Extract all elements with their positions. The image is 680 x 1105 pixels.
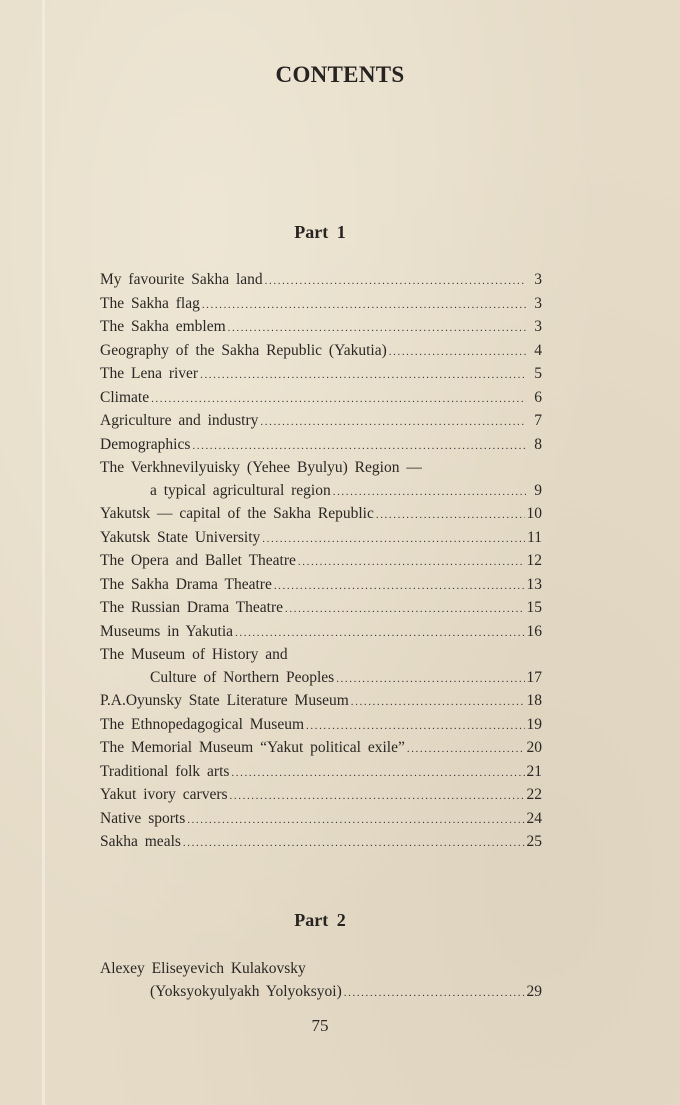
toc-entry-title: The Sakha Drama Theatre [100, 575, 272, 593]
dot-leader [407, 738, 525, 761]
toc-entry[interactable] [100, 597, 542, 621]
toc-entry-title: Traditional folk arts [100, 762, 230, 780]
toc-entry[interactable] [100, 621, 542, 645]
toc-entry-page-number: 3 [534, 294, 542, 312]
dot-leader [187, 809, 524, 832]
dot-leader [306, 715, 524, 738]
toc-entry-page-number: 12 [526, 552, 542, 569]
part-2-heading: Part 2 [294, 910, 346, 930]
dot-leader [389, 341, 526, 364]
toc-entry-title: Museums in Yakutia [100, 622, 234, 640]
toc-entry-row [100, 737, 542, 761]
dot-leader [336, 668, 524, 691]
toc-entry[interactable] [100, 831, 542, 855]
toc-entry-row [100, 503, 542, 527]
toc-entry-title: Native sports [100, 809, 186, 827]
toc-entry[interactable] [100, 293, 542, 317]
toc-entry-page-number: 29 [526, 982, 542, 1000]
toc-entry-page-number: 5 [534, 365, 542, 382]
toc-entry[interactable] [100, 340, 542, 364]
toc-entry-page-number: 17 [526, 668, 542, 686]
toc-entry-row [100, 269, 542, 293]
toc-entry-page-number: 18 [526, 692, 542, 709]
toc-entry[interactable] [100, 784, 542, 808]
toc-entry-page-number: 20 [526, 739, 542, 756]
dot-leader [298, 551, 525, 574]
dot-leader [228, 317, 526, 340]
toc-entry-title: The Russian Drama Theatre [100, 599, 284, 616]
toc-entry-row [100, 761, 542, 785]
toc-entry[interactable] [100, 457, 542, 503]
page-number: 75 [311, 1016, 329, 1035]
toc-entry[interactable] [100, 434, 542, 458]
toc-entry[interactable] [100, 387, 542, 411]
toc-entry-page-number: 7 [534, 412, 542, 429]
toc-entry-row [100, 831, 542, 855]
toc-entry-page-number: 4 [534, 341, 542, 359]
page-fold-line [42, 0, 45, 1105]
toc-entry-title: Geography of the Sakha Republic (Yakutia) [100, 341, 387, 359]
dot-leader [285, 598, 524, 621]
dot-leader [230, 785, 525, 808]
toc-entry-row [100, 480, 542, 504]
page-title: CONTENTS [275, 62, 405, 87]
toc-entry[interactable] [100, 737, 542, 761]
toc-entry-page-number: 19 [526, 715, 542, 733]
dot-leader [200, 364, 526, 387]
dot-leader [151, 388, 526, 411]
toc-entry-row [100, 808, 542, 832]
toc-entry-row [100, 597, 542, 621]
toc-entry[interactable] [100, 644, 542, 690]
toc-entry-title: The Sakha flag [100, 294, 200, 312]
toc-entry-title: The Ethnopedagogical Museum [100, 715, 305, 733]
toc-entry-page-number: 24 [526, 809, 542, 827]
toc-entry-page-number: 8 [534, 435, 542, 453]
toc-entry[interactable] [100, 269, 542, 293]
toc-entry-page-number: 6 [534, 388, 542, 406]
toc-entry-page-number: 15 [526, 599, 542, 616]
toc-entry-title: My favourite Sakha land [100, 271, 263, 288]
toc-entry[interactable] [100, 410, 542, 434]
toc-entry-title: Culture of Northern Peoples [150, 668, 335, 686]
toc-entry-row [100, 981, 542, 1005]
toc-entry-title: The Lena river [100, 365, 199, 382]
dot-leader [333, 481, 526, 504]
toc-entry-row [100, 293, 542, 317]
toc-entry-title: a typical agricultural region [150, 481, 331, 499]
toc-entry-title: Yakutsk State University [100, 528, 261, 546]
part-1-heading: Part 1 [294, 222, 346, 242]
dot-leader [262, 528, 525, 551]
part-2-toc [100, 958, 542, 1004]
toc-entry-row [100, 784, 542, 808]
dot-leader [231, 762, 524, 785]
dot-leader [376, 504, 525, 527]
toc-entry-row [100, 316, 542, 340]
toc-entry-title: (Yoksyokyulyakh Yolyoksyoi) [150, 982, 342, 1000]
toc-entry-title: Sakha meals [100, 833, 181, 850]
toc-entry[interactable] [100, 316, 542, 340]
toc-entry-row [100, 410, 542, 434]
toc-entry-page-number: 16 [526, 622, 542, 640]
toc-entry-row [100, 340, 542, 364]
toc-entry-page-number: 21 [526, 762, 542, 780]
dot-leader [344, 982, 525, 1005]
dot-leader [351, 691, 525, 714]
toc-entry-page-number: 10 [526, 505, 542, 522]
toc-entry-row [100, 621, 542, 645]
toc-entry-row [100, 690, 542, 714]
dot-leader [192, 435, 526, 458]
dot-leader [235, 622, 524, 645]
toc-entry-title: Agriculture and industry [100, 412, 259, 429]
toc-entry-page-number: 3 [534, 318, 542, 335]
toc-entry[interactable] [100, 958, 542, 1004]
part-1-toc [100, 269, 542, 855]
toc-entry[interactable] [100, 503, 542, 527]
toc-entry-page-number: 25 [526, 833, 542, 850]
dot-leader [265, 270, 526, 293]
dot-leader [274, 575, 525, 598]
toc-entry-row [100, 363, 542, 387]
toc-entry-title-line: The Museum of History and [100, 646, 288, 663]
toc-entry-title: Climate [100, 388, 150, 406]
toc-entry-page-number: 9 [534, 481, 542, 499]
toc-entry[interactable] [100, 690, 542, 714]
toc-entry-title: Demographics [100, 435, 191, 453]
toc-entry-title: Yakutsk — capital of the Sakha Republic [100, 505, 374, 522]
toc-entry[interactable] [100, 714, 542, 738]
toc-entry-title: The Opera and Ballet Theatre [100, 552, 296, 569]
dot-leader [202, 294, 526, 317]
toc-entry-page-number: 11 [527, 528, 542, 546]
toc-entry-row [100, 550, 542, 574]
toc-entry-title: The Memorial Museum “Yakut political exile” [100, 739, 405, 756]
toc-entry-title: Yakut ivory carvers [100, 786, 228, 803]
toc-entry-title-line: The Verkhnevilyuisky (Yehee Byulyu) Region — [100, 459, 422, 476]
toc-entry-page-number: 3 [534, 271, 542, 288]
toc-entry[interactable] [100, 574, 542, 598]
toc-entry-row [100, 434, 542, 458]
toc-entry[interactable] [100, 761, 542, 785]
toc-entry-row [100, 527, 542, 551]
toc-entry-row [100, 387, 542, 411]
toc-entry-page-number: 22 [526, 786, 542, 803]
toc-entry[interactable] [100, 363, 542, 387]
toc-entry-page-number: 13 [526, 575, 542, 593]
toc-entry-row [100, 667, 542, 691]
toc-entry[interactable] [100, 527, 542, 551]
toc-entry-title: The Sakha emblem [100, 318, 226, 335]
dot-leader [260, 411, 526, 434]
toc-entry[interactable] [100, 550, 542, 574]
toc-entry-row [100, 714, 542, 738]
dot-leader [183, 832, 525, 855]
toc-entry[interactable] [100, 808, 542, 832]
toc-entry-row [100, 574, 542, 598]
toc-entry-title-line: Alexey Eliseyevich Kulakovsky [100, 960, 306, 977]
toc-entry-title: P.A.Oyunsky State Literature Museum [100, 692, 349, 709]
